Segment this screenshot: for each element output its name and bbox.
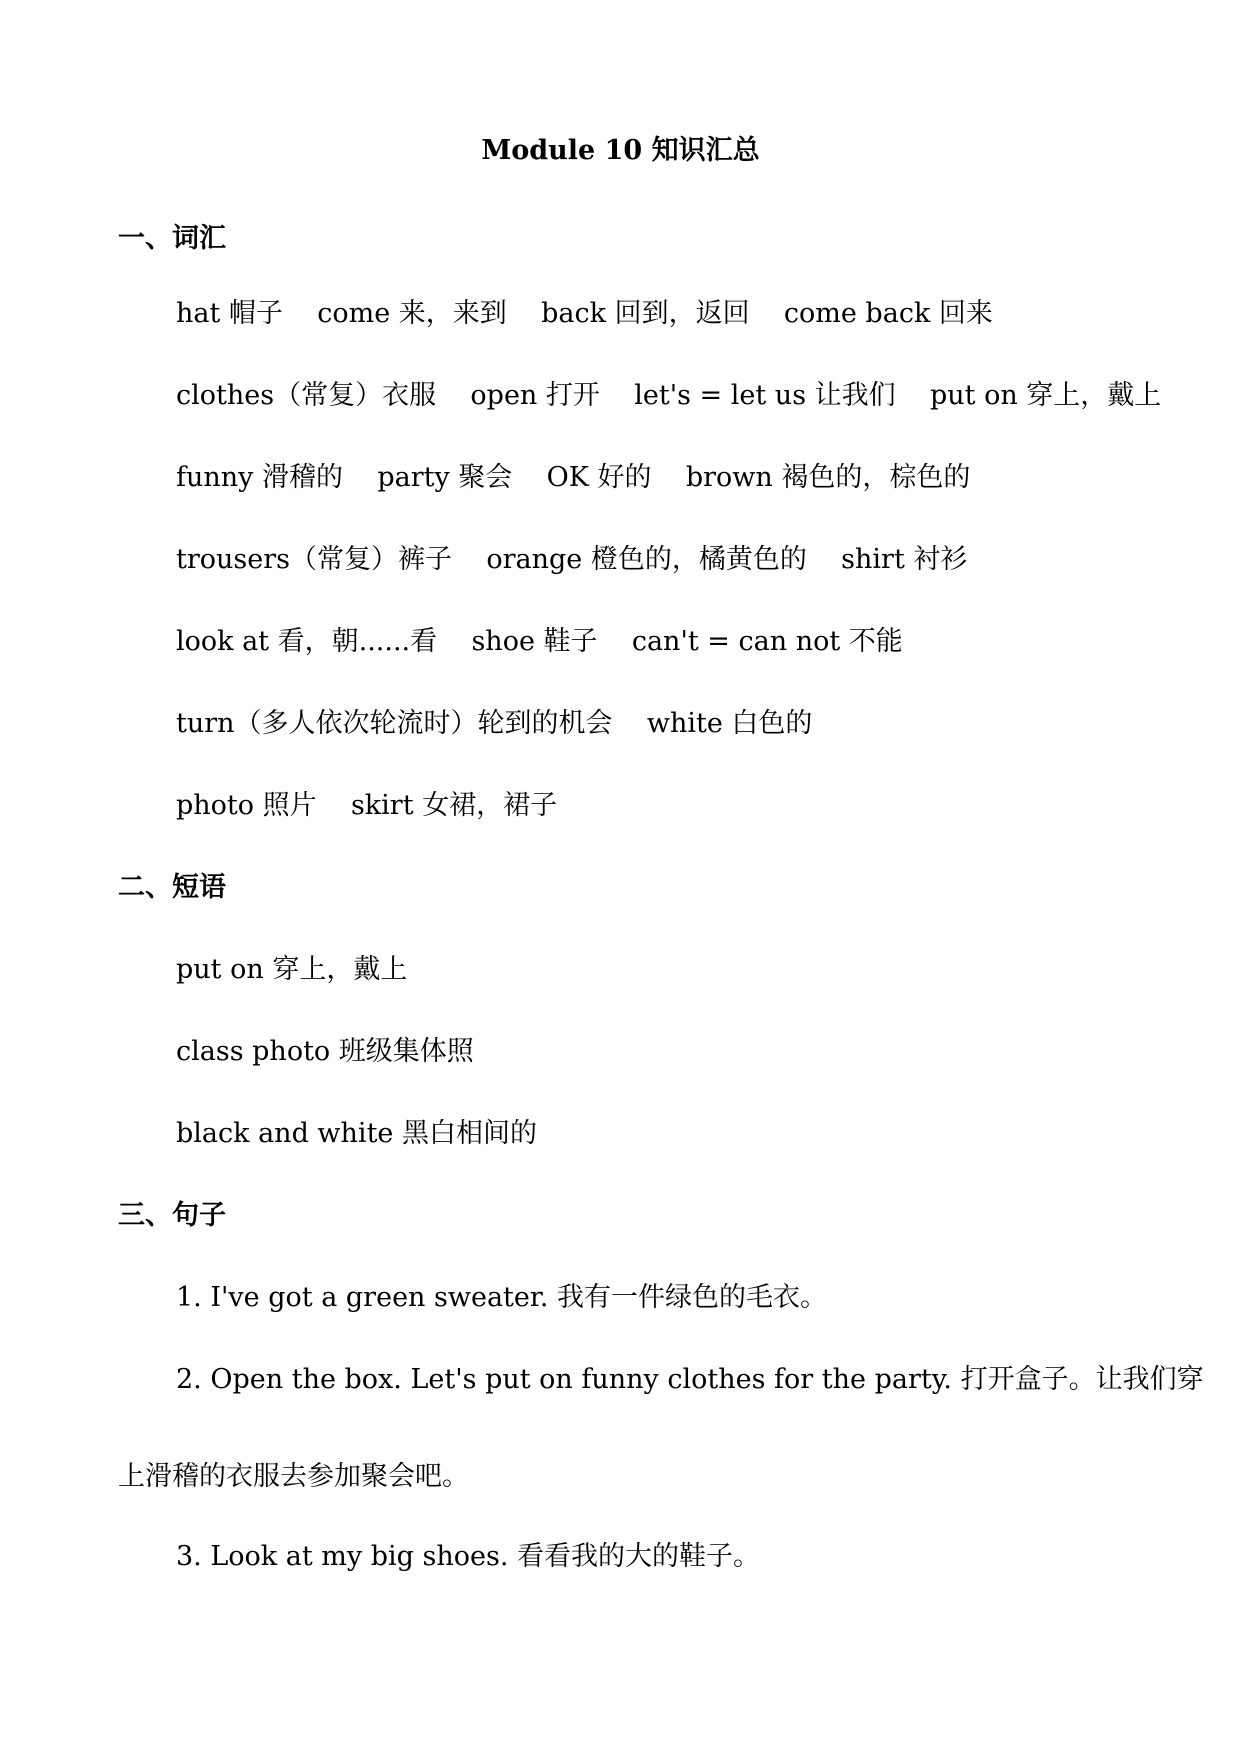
section-heading-sentences: 三、句子 <box>118 1200 226 1231</box>
phrase-line: black and white 黑白相间的 <box>176 1118 537 1149</box>
section-heading-phrases: 二、短语 <box>118 872 226 903</box>
sentence-1: 1. I've got a green sweater. 我有一件绿色的毛衣。 <box>176 1282 827 1313</box>
phrase-line: class photo 班级集体照 <box>176 1036 474 1067</box>
document-title: Module 10 知识汇总 <box>481 135 760 166</box>
vocab-line: photo 照片 skirt 女裙，裙子 <box>176 790 558 821</box>
sentence-2-line-2: 上滑稽的衣服去参加聚会吧。 <box>118 1461 469 1492</box>
vocab-line: hat 帽子 come 来，来到 back 回到，返回 come back 回来 <box>176 298 993 329</box>
sentence-3: 3. Look at my big shoes. 看看我的大的鞋子。 <box>176 1541 760 1572</box>
vocab-line: trousers（常复）裤子 orange 橙色的，橘黄色的 shirt 衬衫 <box>176 544 968 575</box>
section-heading-vocab: 一、词汇 <box>118 223 226 254</box>
phrase-line: put on 穿上，戴上 <box>176 954 408 985</box>
sentence-2-line-1: 2. Open the box. Let's put on funny clothes for the party. 打开盒子。让我们穿 <box>176 1364 1204 1395</box>
vocab-line: look at 看，朝......看 shoe 鞋子 can't = can not 不能 <box>176 626 903 657</box>
vocab-line: clothes（常复）衣服 open 打开 let's = let us 让我们 put on 穿上，戴上 <box>176 380 1162 411</box>
vocab-line: funny 滑稽的 party 聚会 OK 好的 brown 褐色的，棕色的 <box>176 462 971 493</box>
vocab-line: turn（多人依次轮流时）轮到的机会 white 白色的 <box>176 708 813 739</box>
